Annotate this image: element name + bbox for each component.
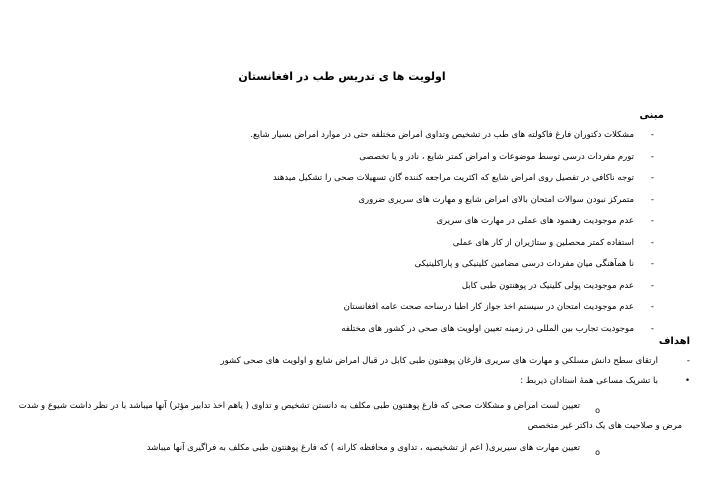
bullet-circle: o [595,405,600,415]
bullet-dot: • [684,376,690,386]
list-item-text: ارتقای سطح دانش مسلکی و مهارت های سریری فارغان پوهنتون طبی کابل در قبال امراض شایع و اولویت های صحی کشور [220,356,658,366]
list-item [250,214,654,236]
list-item [250,236,654,258]
list-item-text: موجودیت تجارب بین المللی در زمینه تعیین اولویت های صحی در کشور های مختلفه [341,323,634,334]
section-heading-basis: مبنی [639,110,664,121]
bullet-dash: - [650,194,654,205]
sub-list-item [12,396,682,436]
list-item [250,322,654,344]
list-item-text: عدم موجودیت امتحان در سیستم اخذ جواز کار اطبا درساحه صحت عامه افغانستان [343,302,634,312]
list-item [250,150,654,172]
list-item-text: توجه ناکافی در تفصیل روی امراض شایع که اکثریت مراجعه کننده گان تسهیلات صحی را تشکیل میدهند [272,173,634,183]
list-item [220,374,690,394]
bullet-dash: - [650,216,654,226]
section-heading-goals: اهداف [658,336,690,347]
goals-sub-list [12,396,682,460]
list-item-text: تورم مفردات درسی توسط موضوعات و امراض کمتر شایع ، نادر و یا تخصصی [359,151,634,162]
bullet-dash: - [686,356,690,366]
list-item-text: عدم موجودیت رهنمود های عملی در مهارت های سریری [436,216,634,226]
document-title [0,70,704,83]
bullet-dash: - [650,323,654,334]
bullet-dash: - [650,151,654,162]
sub-list-item-text: تعیین لست امراض و مشکلات صحی که فارغ پوهنتون طبی مکلف به دانستن تشخیص و تداوی ( یاهم اخذ تدابیر مؤثر) آنها میباشد با در نظر داشت شیوع و شدت مرض و صلاحیت های یک داکتر غیر متخصص [18,401,682,431]
list-item [250,257,654,279]
list-item [250,279,654,301]
list-item-text: متمرکز نبودن سوالات امتحان بالای امراض شایع و مهارت های سریری ضروری [358,194,634,205]
basis-list [250,128,654,343]
sub-list-item-text: تعیین مهارت های سیریری( اعم از تشخیصیه ، تداوی و محافظه کارانه ) که فارغ پوهنتون طبی مکلف به فراگیری آنها میباشد [146,443,580,453]
list-item-text: نا همآهنگی میان مفردات درسی مضامین کلینیکی و پاراکلینیکی [414,259,634,269]
bullet-dash: - [650,302,654,312]
bullet-dash: - [650,259,654,269]
list-item [250,300,654,322]
list-item-text: استفاده کمتر محصلین و ستاژیران از کار های عملی [452,237,634,248]
document-title-text: اولویت ها ی تدریس طب در افغانستان [238,70,446,83]
goals-list [220,354,690,394]
list-item [250,128,654,150]
list-item-text: مشکلات دکتوران فارغ فاکولته های طب در تشخیص وتداوی امراض مختلفه حتی در موارد امراض بسیار شایع. [250,130,634,140]
list-item-text: عدم موجودیت پولی کلینیک در پوهنتون طبی کابل [461,280,634,291]
bullet-dash: - [650,173,654,183]
bullet-circle: o [595,447,600,457]
list-item [250,171,654,193]
bullet-dash: - [650,237,654,248]
bullet-dash: - [650,280,654,291]
list-item [220,354,690,374]
bullet-dash: - [650,130,654,140]
sub-list-item [12,438,682,458]
list-item [250,193,654,215]
list-item-text: با تشریک مساعی همهٔ استادان ذیربط : [520,376,658,386]
